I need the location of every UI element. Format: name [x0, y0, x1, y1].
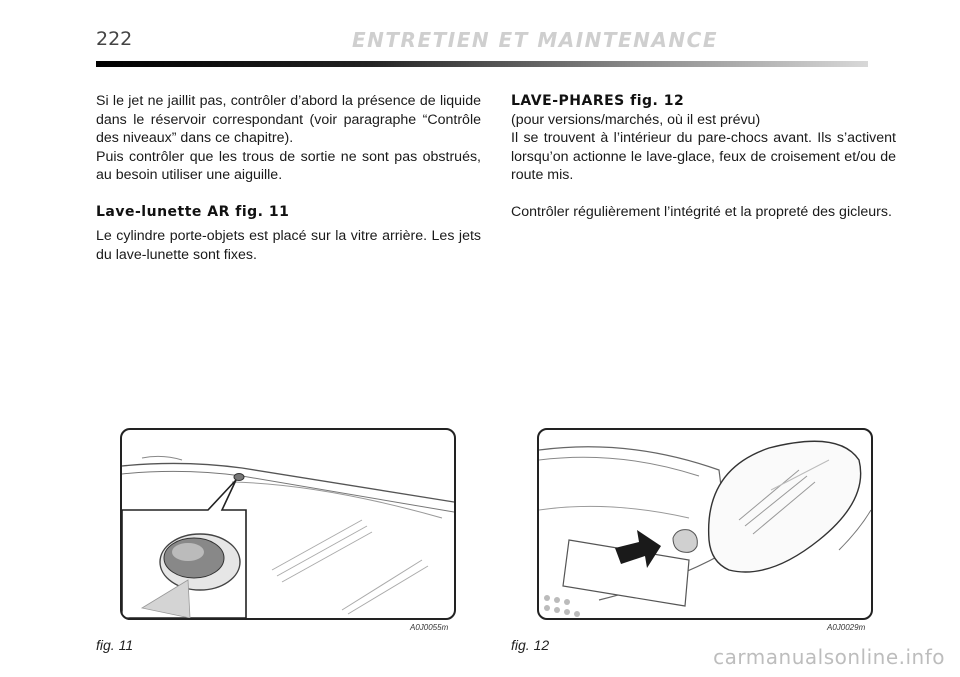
right-paragraph-1: Il se trouvent à l’intérieur du pare-chocs avant. Ils s’activent lorsqu’on actionne le lave-glace, feux de croisement et/ou de route mis. [511, 130, 896, 183]
page-number: 222 [96, 28, 133, 50]
right-column [511, 92, 896, 221]
right-paragraph-2: Contrôler régulièrement l’intégrité et la propreté des gicleurs. [511, 203, 892, 220]
figure-12-code: A0J0029m [827, 623, 866, 632]
section-subheading: (pour versions/marchés, où il est prévu) [511, 111, 761, 128]
page-title: ENTRETIEN ET MAINTENANCE [352, 28, 718, 52]
left-column [96, 92, 481, 264]
section-heading-headlamp-washer: LAVE-PHARES fig. 12 [511, 93, 685, 109]
figure-11-illustration [120, 428, 456, 620]
left-paragraph-1: Si le jet ne jaillit pas, contrôler d’abord la présence de liquide dans le réservoir correspondant (voir paragraphe “Contrôle des niveaux” dans ce chapitre). [96, 93, 481, 146]
figure-11-caption: fig. 11 [96, 637, 134, 653]
figure-11-code: A0J0055m [410, 623, 449, 632]
figure-12-illustration [537, 428, 873, 620]
left-paragraph-3: Le cylindre porte-objets est placé sur la vitre arrière. Les jets du lave-lunette sont fixes. [96, 228, 481, 263]
figure-12-caption: fig. 12 [511, 637, 550, 653]
section-heading-rear-washer: Lave-lunette AR fig. 11 [96, 203, 290, 220]
left-paragraph-2: Puis contrôler que les trous de sortie ne sont pas obstrués, au besoin utiliser une aiguille. [96, 148, 481, 183]
title-rule [96, 61, 868, 67]
watermark: carmanualsonline.info [713, 645, 945, 669]
